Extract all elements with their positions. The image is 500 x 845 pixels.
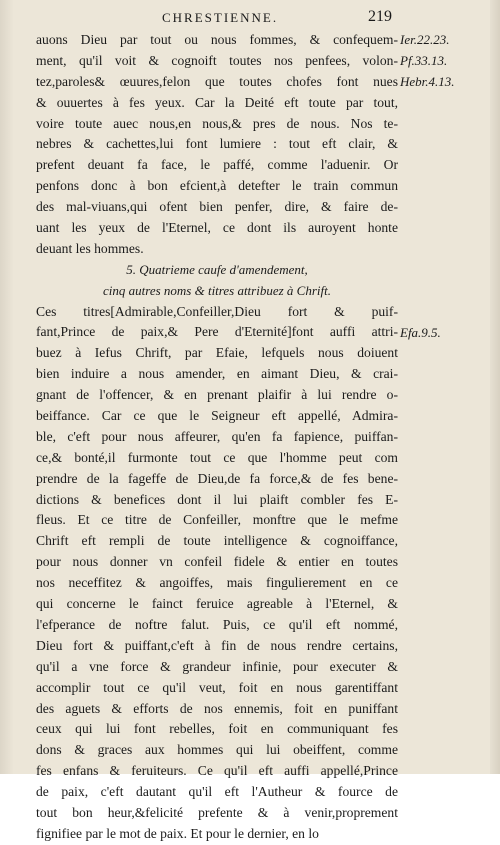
text-line: fes enfans & feruiteurs. Ce qu'il eft auffi appellé,Prince bbox=[36, 763, 398, 779]
text-line: qui concerne le fainct feruice agreable à l'Eternel, & bbox=[36, 596, 398, 612]
margin-note: Hebr.4.13. bbox=[400, 73, 455, 89]
text-line: cinq autres noms & titres attribuez à Chrift. bbox=[103, 282, 331, 298]
text-line: de paix, c'eft dautant qu'il eft l'Autheur & fource de bbox=[36, 784, 398, 800]
text-line: dons & graces aux hommes qui lui obeiffent, comme bbox=[36, 742, 398, 758]
text-line: fleus. Et ce titre de Confeiller, monftre que le mefme bbox=[36, 512, 398, 528]
gutter-shadow bbox=[0, 0, 14, 774]
text-line: accomplir tout ce qu'il veut, foit en nous garentiffant bbox=[36, 679, 398, 695]
margin-note: Ier.22.23. bbox=[400, 32, 450, 47]
text-line: Chrift eft rempli de toute intelligence & cognoiffance, bbox=[36, 533, 398, 549]
text-line: des aguets & efforts de nos ennemis, foit en puniffant bbox=[36, 700, 398, 716]
text-line: Dieu fort & puiffant,c'eft à fin de nous rendre certains, bbox=[36, 637, 398, 653]
text-line: dictions & benefices dont il lui plaift combler fes E- bbox=[36, 491, 398, 507]
text-line: buez à Iefus Chrift, par Efaie, lefquels nous doiuent bbox=[36, 345, 398, 361]
text-line: l'efperance de noftre falut. Puis, ce qu'il eft nommé, bbox=[36, 616, 398, 632]
page-number: 219 bbox=[368, 8, 392, 25]
text-line: prendre de la fageffe de Dieu,de fa force,& de fes bene- bbox=[36, 470, 398, 486]
text-line: penfons donc à bon efcient,à detefter le train commun bbox=[36, 178, 398, 194]
text-line: tout bon heur,&felicité prefente & à venir,proprement bbox=[36, 804, 398, 820]
text-line: tez,paroles& œuures,felon que toutes chofes font nues bbox=[36, 73, 398, 89]
text-line: pour nous donner vn confeil fidele & entier en toutes bbox=[36, 554, 398, 570]
text-line: Ces titres[Admirable,Confeiller,Dieu fort & puif- bbox=[36, 303, 398, 319]
running-head: CHRESTIENNE. bbox=[162, 10, 279, 25]
text-line: nos neceffitez & angoiffes, mais fingulierement en ce bbox=[36, 575, 398, 591]
text-line: des mal-viuans,qui ofent bien penfer, dire, & faire de- bbox=[36, 199, 398, 215]
text-line: qu'il a vne force & grandeur infinie, pour executer & bbox=[36, 658, 398, 674]
text-line: deuant les hommes. bbox=[36, 240, 144, 256]
text-line: 5. Quatrieme caufe d'amendement, bbox=[126, 261, 308, 277]
text-line: ce,& bonté,il furmonte tout ce que l'homme peut com bbox=[36, 449, 398, 465]
text-line: fant,Prince de paix,& Pere d'Eternité]font auffi attri- bbox=[36, 324, 398, 340]
text-line: bien induire a nous amender, en aimant Dieu, & crai- bbox=[36, 366, 398, 382]
text-line: beiffance. Car ce que le Seigneur eft appellé, Admira- bbox=[36, 408, 398, 424]
text-line: gnant de l'offencer, & en prenant plaifir à lui rendre o- bbox=[36, 387, 398, 403]
margin-note: Pf.33.13. bbox=[400, 52, 448, 68]
text-line: ble, c'eft pour nous affeurer, qu'en fa fapience, puiffan- bbox=[36, 428, 398, 444]
text-line: prefent deuant fa face, le paffé, comme l'aduenir. Or bbox=[36, 157, 398, 173]
page-header bbox=[0, 10, 500, 32]
text-line: & ouuertes à fes yeux. Car la Deité eft toute par tout, bbox=[36, 94, 398, 110]
text-line: ment, qu'il voit & cognoift toutes nos penfees, volon- bbox=[36, 52, 398, 68]
body-text bbox=[36, 30, 398, 845]
text-line: nebres & cachettes,lui font lumiere : tout eft clair, & bbox=[36, 136, 398, 152]
page-edge bbox=[490, 0, 500, 774]
text-line: uant les yeux de l'Eternel, ce dont ils auroyent honte bbox=[36, 220, 398, 236]
text-line: fignifiee par le mot de paix. Et pour le dernier, en lo bbox=[36, 825, 319, 841]
text-line: ceux qui lui font rebelles, foit en communiquant fes bbox=[36, 721, 398, 737]
margin-note: Efa.9.5. bbox=[400, 324, 441, 340]
text-line: auons Dieu par tout ou nous fommes, & confequem- bbox=[36, 32, 398, 47]
text-line: voire toute auec nous,en nous,& pres de nous. Nos te- bbox=[36, 115, 398, 131]
